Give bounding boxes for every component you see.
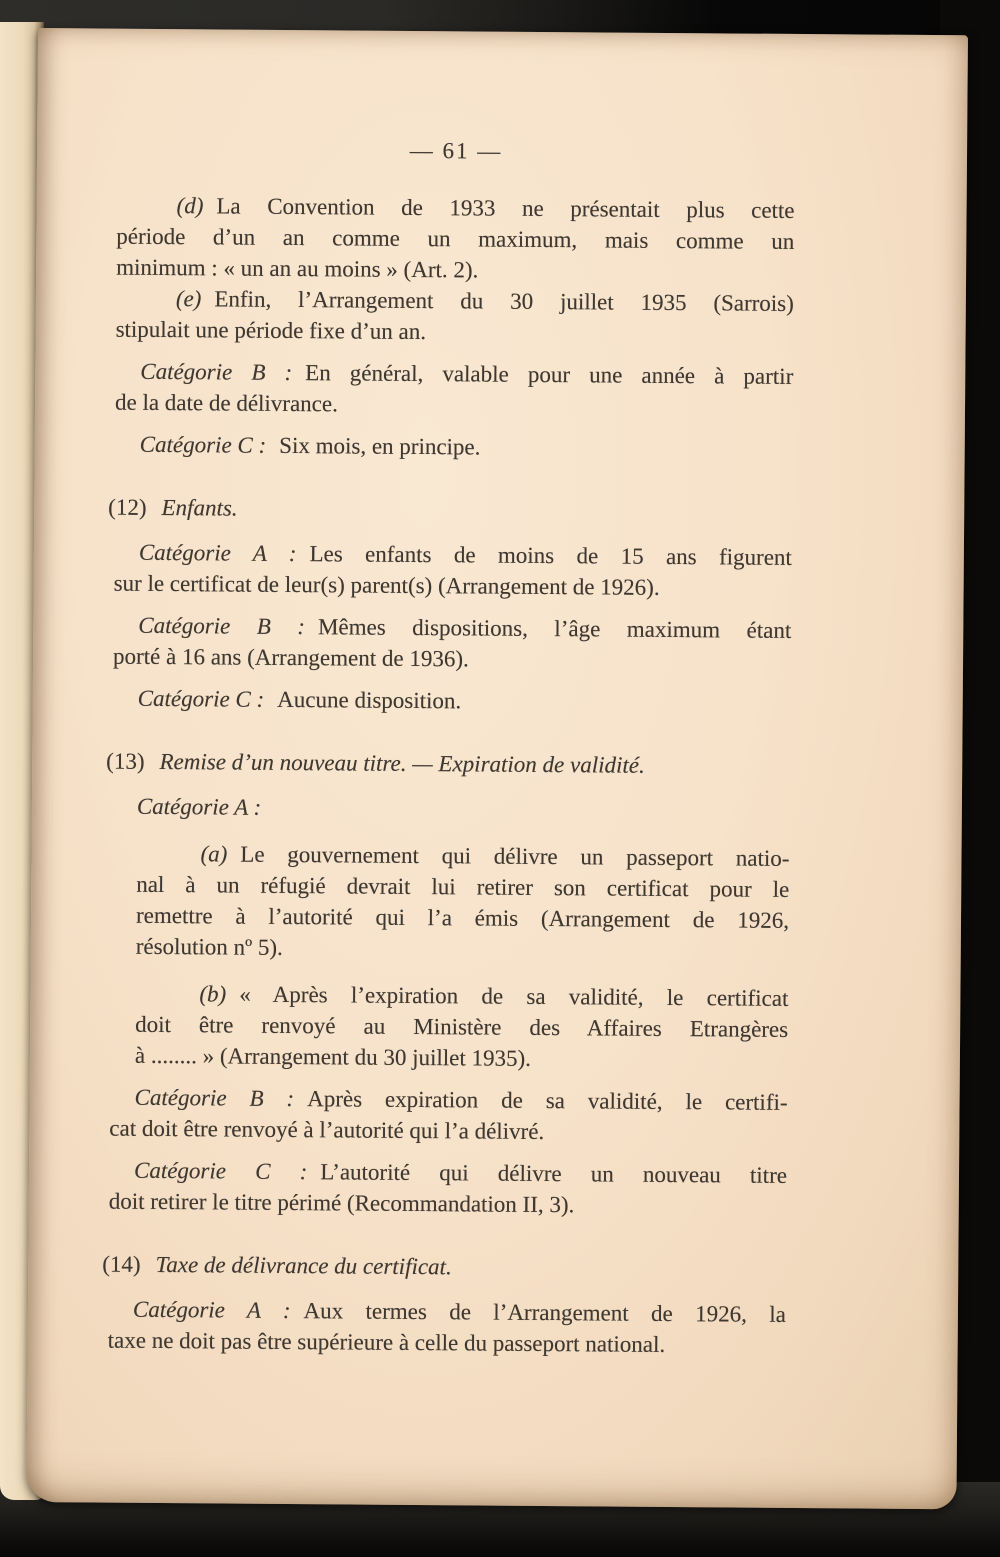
line-text: Enfin, l’Arrangement du 30 juillet 1935 (Sarrois) — [214, 286, 794, 316]
text-line — [136, 900, 789, 936]
text-line — [114, 568, 792, 604]
line-text: Aux termes de l’Arrangement de 1926, la — [303, 1298, 787, 1327]
category-label: Catégorie C : — [133, 1157, 308, 1185]
line-text: En général, valable pour une année à partir — [305, 360, 794, 389]
line-text: « Après l’expiration de sa validité, le certificat — [239, 981, 789, 1011]
line-text: Après expiration de sa validité, le certifi- — [307, 1086, 788, 1115]
book-page — [26, 28, 968, 1509]
item-title: Taxe de délivrance du certificat. — [155, 1251, 452, 1280]
line-text: Les enfants de moins de 15 ans figurent — [309, 541, 792, 570]
category-label: Catégorie A : — [138, 539, 297, 567]
line-text: Mêmes dispositions, l’âge maximum étant — [317, 614, 792, 643]
text-line — [108, 492, 792, 528]
item-number: (13) — [106, 748, 145, 774]
line-text: minimum : « un an au moins » (Art. 2). — [116, 254, 479, 283]
text-line — [102, 1249, 786, 1285]
paragraph-d — [116, 190, 795, 288]
category-paragraph — [114, 537, 792, 604]
category-label: Catégorie B : — [140, 358, 293, 386]
item-letter: (e) — [175, 286, 202, 312]
text-line — [108, 1325, 786, 1361]
page-number: — 61 — — [409, 137, 503, 164]
line-text: cat doit être renvoyé à l’autorité qui l’a délivré. — [109, 1115, 545, 1145]
line-text: à ........ » (Arrangement du 30 juillet 1935). — [134, 1042, 532, 1071]
text-line — [135, 1009, 788, 1045]
line-text: doit être renvoyé au Ministère des Affaires Etrangères — [135, 1011, 789, 1042]
text-line — [109, 1186, 787, 1222]
item-heading-12 — [108, 492, 792, 528]
line-text: taxe ne doit pas être supérieure à celle du passeport national. — [107, 1327, 666, 1357]
subparagraph-b — [135, 978, 789, 1076]
category-paragraph — [115, 429, 793, 465]
item-heading-14 — [102, 1249, 786, 1285]
category-paragraph — [109, 1082, 787, 1149]
text-line — [136, 838, 789, 874]
text-line — [136, 869, 789, 905]
text-line — [113, 683, 791, 719]
page-text-block — [102, 133, 796, 1361]
category-paragraph — [108, 1294, 786, 1361]
category-label: Catégorie A : — [136, 793, 262, 820]
category-paragraph — [112, 791, 790, 827]
text-line — [106, 746, 790, 782]
item-letter: (d) — [176, 193, 204, 219]
line-text: Six mois, en principe. — [279, 432, 481, 460]
line-text: porté à 16 ans (Arrangement de 1936). — [112, 643, 469, 672]
line-text: de la date de délivrance. — [114, 389, 339, 417]
line-text: nal à un réfugié devrait lui retirer son certificat pour le — [136, 871, 790, 902]
item-heading-13 — [106, 746, 790, 782]
text-line — [136, 931, 789, 967]
item-number: (14) — [102, 1251, 141, 1277]
line-text: stipulait une période fixe d’un an. — [115, 316, 427, 345]
text-line — [115, 429, 793, 465]
text-line — [116, 314, 794, 350]
category-paragraph — [115, 356, 793, 423]
line-text: résolution nº 5). — [135, 933, 283, 960]
item-title: Enfants. — [161, 494, 238, 521]
line-text: L’autorité qui délivre un nouveau titre — [320, 1159, 788, 1188]
category-label: Catégorie A : — [132, 1296, 291, 1324]
category-label: Catégorie B : — [134, 1084, 295, 1112]
text-line — [115, 387, 793, 423]
category-paragraph — [113, 683, 791, 719]
subparagraph-a — [136, 838, 790, 967]
text-line — [113, 641, 791, 677]
category-label: Catégorie C : — [137, 685, 265, 712]
text-line — [112, 791, 790, 827]
line-text: Le gouvernement qui délivre un passeport natio- — [240, 841, 790, 871]
line-text: doit retirer le titre périmé (Recommandation II, 3). — [108, 1188, 575, 1218]
category-label: Catégorie B : — [138, 612, 306, 640]
text-line — [109, 1113, 787, 1149]
line-text: La Convention de 1933 ne présentait plus cette — [216, 193, 795, 223]
line-text: remettre à l’autorité qui l’a émis (Arrangement de 1926, — [135, 902, 790, 933]
line-text: sur le certificat de leur(s) parent(s) (Arrangement de 1926). — [113, 570, 660, 600]
item-number: (12) — [108, 494, 147, 520]
category-paragraph — [113, 610, 791, 677]
line-text: période d’un an comme un maximum, mais comme un — [116, 223, 795, 254]
category-label: Catégorie C : — [139, 431, 267, 458]
line-text: Aucune disposition. — [277, 686, 462, 714]
item-title: Remise d’un nouveau titre. — Expiration de validité. — [159, 748, 645, 778]
item-letter: (a) — [200, 841, 228, 867]
text-line — [135, 978, 788, 1014]
text-line — [135, 1040, 788, 1076]
item-letter: (b) — [199, 981, 227, 1007]
paragraph-e — [116, 283, 794, 350]
category-paragraph — [109, 1155, 787, 1222]
